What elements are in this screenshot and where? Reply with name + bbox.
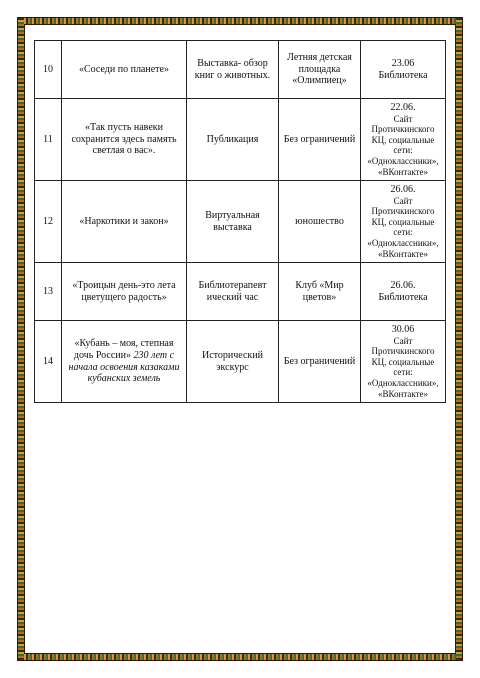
table-row [35,99,446,181]
event-date-place [361,181,446,263]
row-number: 11 [35,99,62,181]
event-form: Виртуальная выставка [187,181,279,263]
row-number: 12 [35,181,62,263]
event-title-text: «Так пусть навеки сохранится здесь память светлая о вас». [71,121,177,157]
event-place: Сайт Протичкинского КЦ, социальные сети: «Одноклассники», «ВКонтакте» [367,335,439,399]
table-row [35,181,446,263]
event-audience: Летняя детская площадка «Олимпиец» [279,41,361,99]
event-date-place [361,263,446,321]
row-number: 13 [35,263,62,321]
event-place: Сайт Протичкинского КЦ, социальные сети: «Одноклассники», «ВКонтакте» [367,195,439,259]
event-title [62,41,187,99]
event-title [62,321,187,403]
event-title [62,181,187,263]
event-date-place [361,99,446,181]
event-date: 23.06 [391,57,415,69]
event-audience: Без ограничений [279,99,361,181]
event-date: 22.06. [390,101,416,113]
event-title [62,99,187,181]
event-date-place [361,41,446,99]
events-table [34,40,446,403]
event-date-place [361,321,446,403]
event-audience: юношество [279,181,361,263]
event-title-text: «Кубань – моя, степная дочь России» [73,337,174,361]
event-title-subtitle: 230 лет с начала освоения казаками кубанских земель [68,349,180,385]
event-date: 30.06 [391,323,415,335]
event-place: Библиотека [378,69,428,81]
event-title-text: «Троицын день-это лета цветущего радость» [72,279,176,303]
row-number: 10 [35,41,62,99]
event-audience: Клуб «Мир цветов» [279,263,361,321]
event-date: 26.06. [390,279,416,291]
event-place: Сайт Протичкинского КЦ, социальные сети: «Одноклассники», «ВКонтакте» [367,113,439,177]
event-audience: Без ограничений [279,321,361,403]
event-place: Библиотека [378,291,428,303]
event-title-text: «Соседи по планете» [79,63,169,75]
table-row [35,321,446,403]
event-form: Библиотерапевт ический час [187,263,279,321]
page-border-right [456,18,462,660]
event-date: 26.06. [390,183,416,195]
event-form: Выставка- обзор книг о животных. [187,41,279,99]
table-row [35,41,446,99]
event-form: Публикация [187,99,279,181]
row-number: 14 [35,321,62,403]
table-row [35,263,446,321]
event-form: Исторический экскурс [187,321,279,403]
event-title-text: «Наркотики и закон» [79,215,169,227]
event-title [62,263,187,321]
